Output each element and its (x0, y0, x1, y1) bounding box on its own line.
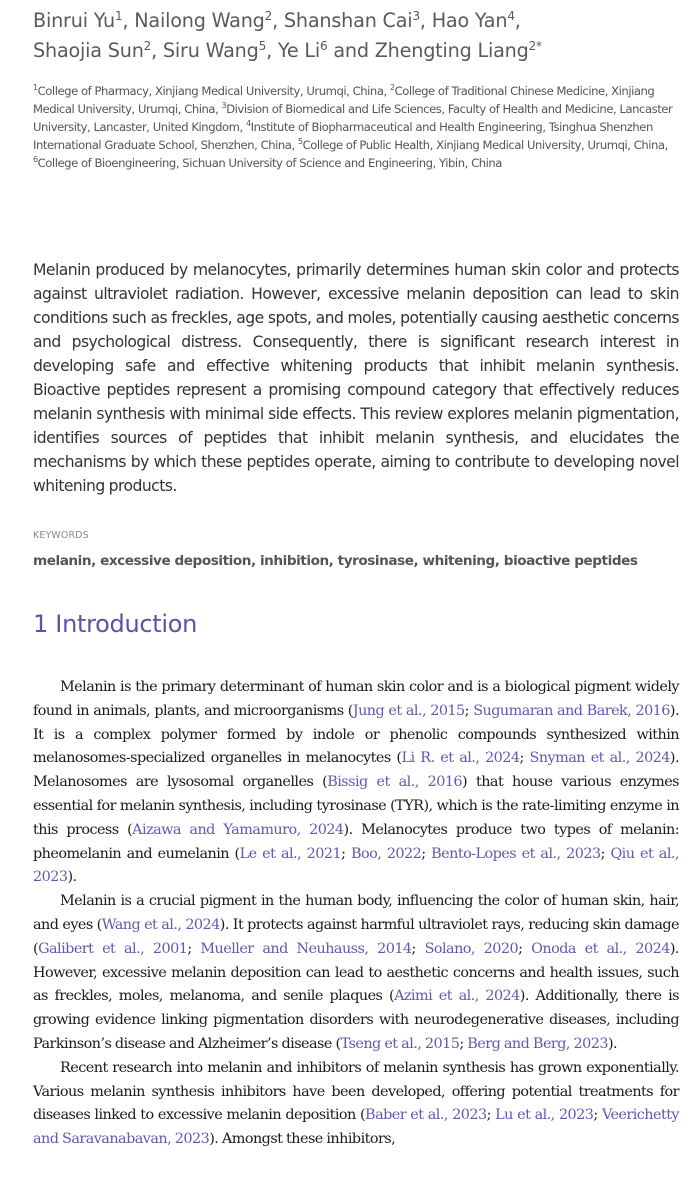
citation-link[interactable]: Le et al., 2021 (239, 845, 342, 862)
author-name: Shanshan Cai (283, 9, 413, 32)
author-affiliation-marker: 4 (507, 9, 515, 23)
author-affiliation-marker: 2* (528, 39, 542, 53)
affiliation-number: 5 (297, 137, 303, 146)
author-affiliation-marker: 6 (319, 39, 328, 53)
affiliation-text: Division of Biomedical and Life Sciences, Faculty of Health and Medicine, Lancaster University, Lancaster, United Kingdom, (33, 102, 673, 134)
affiliation-text: College of Traditional Chinese Medicine, Xinjiang Medical University, Urumqi, China, (33, 84, 655, 116)
citation-link[interactable]: Lu et al., 2023 (495, 1107, 594, 1124)
citation-link[interactable]: Azimi et al., 2024 (394, 988, 520, 1005)
author-affiliation-marker: 3 (412, 9, 420, 23)
citation-link[interactable]: Berg and Berg, 2023 (467, 1035, 608, 1052)
citation-link[interactable]: Bento-Lopes et al., 2023 (431, 845, 601, 862)
introduction-body (33, 676, 679, 1152)
author-name: Ye Li (277, 39, 320, 62)
affiliation-number: 6 (33, 155, 38, 164)
affiliation-number: 2 (389, 83, 395, 92)
citation-link[interactable]: Sugumaran and Barek, 2016 (473, 702, 670, 719)
affiliation-text: College of Bioengineering, Sichuan University of Science and Engineering, Yibin, China (37, 156, 502, 170)
citation-link[interactable]: Wang et al., 2024 (101, 916, 220, 933)
author-affiliation-marker: 2 (143, 39, 152, 53)
citation-link[interactable]: Bissig et al., 2016 (327, 774, 463, 791)
citation-link[interactable]: Jung et al., 2015 (352, 702, 465, 719)
citation-link[interactable]: Tseng et al., 2015 (340, 1035, 460, 1052)
citation-link[interactable]: Qiu et al., 2023 (33, 845, 679, 886)
keywords-list: melanin, excessive deposition, inhibition, tyrosinase, whitening, bioactive peptides (33, 553, 638, 569)
citation-link[interactable]: Mueller and Neuhauss, 2014 (200, 940, 412, 957)
author-name: Siru Wang (162, 39, 259, 62)
author-name: Zhengting Liang (374, 39, 529, 62)
author-affiliation-marker: 5 (258, 39, 267, 53)
abstract: Melanin produced by melanocytes, primarily determines human skin color and protects against ultraviolet radiation. However, excessive melanin deposition can lead to skin conditions such as freckles, age spots, and moles, potentially causing aesthetic concerns and psychological distress. Consequently, there is significant research interest in developing safe and effective whitening products that inhibit melanin synthesis. Bioactive peptides represent a promising compound category that effectively reduces melanin synthesis with minimal side effects. This review explores melanin pigmentation, identifies sources of peptides that inhibit melanin synthesis, and elucidates the mechanisms by which these peptides operate, aiming to contribute to developing novel whitening products. (33, 261, 679, 495)
author-name: Nailong Wang (134, 9, 265, 32)
citation-link[interactable]: Onoda et al., 2024 (531, 940, 670, 957)
author-affiliation-marker: 2 (264, 9, 273, 23)
citation-link[interactable]: Galibert et al., 2001 (38, 940, 188, 957)
author-name: Binrui Yu (33, 9, 116, 32)
affiliation-text: College of Pharmacy, Xinjiang Medical University, Urumqi, China, (37, 84, 390, 98)
body-paragraph: Melanin is the primary determinant of human skin color and is a biological pigment widely found in animals, plants, and microorganisms (Jung et al., 2015; Sugumaran and Barek, 2016). It is a complex polymer formed by indole or phenolic compounds synthesized within melanosomes-specialized organelles in melanocytes (Li R. et al., 2024; Snyman et al., 2024). Melanosomes are lysosomal organelles (Bissig et al., 2016) that house various enzymes essential for melanin synthesis, including tyrosinase (TYR), which is the rate-limiting enzyme in this process (Aizawa and Yamamuro, 2024). Melanocytes produce two types of melanin: pheomelanin and eumelanin (Le et al., 2021; Boo, 2022; Bento-Lopes et al., 2023; Qiu et al., 2023). (33, 679, 680, 886)
citation-link[interactable]: Aizawa and Yamamuro, 2024 (132, 821, 344, 838)
author-name: Hao Yan (431, 9, 508, 32)
author-name: Shaojia Sun (33, 39, 144, 62)
affiliation-text: Institute of Biopharmaceutical and Health Engineering, Tsinghua Shenzhen International Graduate School, Shenzhen, China, (33, 120, 653, 152)
citation-link[interactable]: Boo, 2022 (350, 845, 422, 862)
affiliation-number: 4 (245, 119, 251, 128)
citation-link[interactable]: Baber et al., 2023 (365, 1107, 487, 1124)
body-paragraph: Melanin is a crucial pigment in the human body, influencing the color of human skin, hair, and eyes (Wang et al., 2024). It protects against harmful ultraviolet rays, reducing skin damage (Galibert et al., 2001; Mueller and Neuhauss, 2014; Solano, 2020; Onoda et al., 2024). However, excessive melanin deposition can lead to aesthetic concerns and health issues, such as freckles, moles, melanoma, and senile plaques (Azimi et al., 2024). Additionally, there is growing evidence linking pigmentation disorders with neurodegenerative diseases, including Parkinson’s disease and Alzheimer’s disease (Tseng et al., 2015; Berg and Berg, 2023). (33, 893, 679, 1052)
citation-link[interactable]: Veerichetty and Saravanabavan, 2023 (33, 1107, 680, 1148)
section-heading-introduction: 1 Introduction (33, 610, 198, 638)
affiliations (33, 82, 683, 172)
affiliation-text: College of Public Health, Xinjiang Medical University, Urumqi, China, (302, 138, 668, 152)
author-affiliation-marker: 1 (115, 9, 123, 23)
keywords-label: KEYWORDS (33, 530, 89, 541)
citation-link[interactable]: Solano, 2020 (424, 940, 519, 957)
affiliation-number: 3 (221, 101, 227, 110)
citation-link[interactable]: Li R. et al., 2024 (401, 750, 520, 767)
affiliation-number: 1 (33, 83, 38, 92)
citation-link[interactable]: Snyman et al., 2024 (529, 750, 670, 767)
author-list: Binrui Yu$^1$, Nailong Wang$^2$, Shanshan Cai$^3$, Hao Yan$^4$, Shaojia Sun$^2$, Siru Wang$^5$, Ye Li$^6$ and Zhengting Liang$^{2*}$ (33, 9, 542, 62)
body-paragraph: Recent research into melanin and inhibitors of melanin synthesis has grown exponentially. Various melanin synthesis inhibitors have been developed, offering potential treatments for diseases linked to excessive melanin deposition (Baber et al., 2023; Lu et al., 2023; Veerichetty and Saravanabavan, 2023). Amongst these inhibitors, (33, 1059, 680, 1148)
